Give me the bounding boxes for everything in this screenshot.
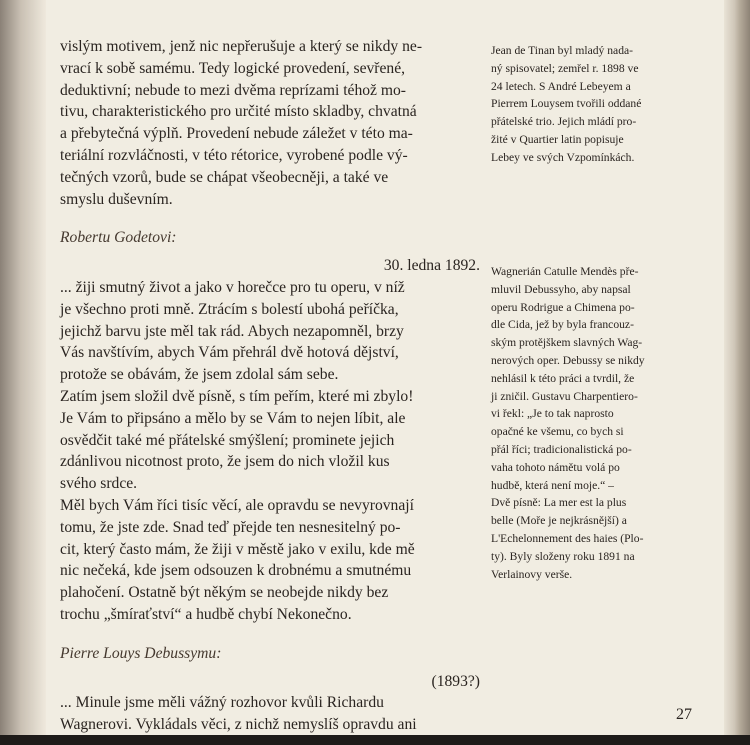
note-line: Lebey ve svých Vzpomínkách. <box>491 150 635 164</box>
note-line: belle (Moře je nejkrásnější) a <box>491 514 627 528</box>
text-line: je všechno proti mně. Ztrácím s bolestí ubohá peříčka, <box>60 300 399 318</box>
bottom-shadow <box>0 735 750 745</box>
letter-heading: Robertu Godetovi: <box>60 229 177 247</box>
letter-date: (1893?) <box>431 672 480 690</box>
text-line: jejichž barvu jste měl tak rád. Abych nezapomněl, brzy <box>60 322 404 340</box>
page-edges <box>724 0 750 745</box>
text-line: cit, který často mám, že žiji v městě jako v exilu, kde mě <box>60 540 415 558</box>
text-line: vrací k sobě samému. Tedy logické provedení, sevřené, <box>60 59 406 77</box>
text-line: Vás navštívím, abych Vám přehrál dvě hotová dějství, <box>60 344 399 362</box>
text-line: Zatím jsem složil dvě písně, s tím peřím, které mi zbylo! <box>60 387 414 405</box>
text-line: Wagnerovi. Vykládals věci, z nichž nemyslíš opravdu ani <box>60 716 417 734</box>
text-line: teriální rozvláčnosti, v této rétorice, vyrobené podle vý- <box>60 146 408 164</box>
text-line: ... Minule jsme měli vážný rozhovor kvůli Richardu <box>60 694 384 712</box>
note-line: přál říci; tradicionalistická po- <box>491 442 632 456</box>
note-line: nerových oper. Debussy se nikdy <box>491 353 645 367</box>
note-line: ty). Byly složeny roku 1891 na <box>491 549 635 563</box>
side-note-mendes <box>491 263 697 583</box>
main-text-column <box>60 36 480 736</box>
note-line: Dvě písně: La mer est la plus <box>491 496 627 510</box>
note-line: Verlainovy verše. <box>491 567 573 581</box>
letter-body <box>60 277 480 626</box>
note-line: hudbě, která není moje.“ – <box>491 478 614 492</box>
text-line: Měl bych Vám říci tisíc věcí, ale opravdu se nevyrovnají <box>60 496 414 514</box>
note-line: Pierrem Louysem tvořili oddané <box>491 97 642 111</box>
letter-heading: Pierre Louys Debussymu: <box>60 644 222 662</box>
letter-date: 30. ledna 1892. <box>383 257 480 275</box>
note-line: ji zničil. Gustavu Charpentiero- <box>491 389 638 403</box>
note-line: mluvil Debussyho, aby napsal <box>491 282 631 296</box>
text-line: zdánlivou nicotnost proto, že jsem do nich vložil kus <box>60 453 390 471</box>
note-line: vi řekl: „Je to tak naprosto <box>491 407 614 421</box>
text-line: nic nečeká, kde jsem odsouzen k drobnému a smutnému <box>60 562 412 580</box>
side-note-tinan <box>491 42 697 167</box>
note-line: L'Echelonnement des haies (Plo- <box>491 531 644 545</box>
note-line: Jean de Tinan byl mladý nada- <box>491 44 634 57</box>
note-line: ný spisovatel; zemřel r. 1898 ve <box>491 61 639 75</box>
text-line: ... žiji smutný život a jako v horečce pro tu operu, v níž <box>60 278 405 296</box>
text-line: trochu „šmíraťství“ a hudbě chybí Nekonečno. <box>60 605 352 623</box>
text-line: tivu, charakteristického pro určité místo skladby, chvatná <box>60 103 417 121</box>
note-line: přátelské trio. Jejich mládí pro- <box>491 115 637 129</box>
text-line: tomu, že jste zde. Snad teď přejde ten nesnesitelný po- <box>60 518 401 536</box>
page-number: 27 <box>676 706 692 723</box>
text-line: vislým motivem, jenž nic nepřerušuje a který se nikdy ne- <box>60 38 423 55</box>
note-line: 24 letech. S André Lebeyem a <box>491 79 631 93</box>
text-line: tečných vzorů, bude se chápat všeobecněji, a také ve <box>60 168 389 186</box>
text-line: smyslu duševním. <box>60 190 173 208</box>
note-line: dle Cida, jež by byla francouz- <box>491 318 634 332</box>
note-line: opačné ke všemu, co bych si <box>491 425 624 439</box>
letter-body <box>60 692 480 736</box>
text-line: protože se obávám, že jsem zdolal sám sebe. <box>60 366 339 384</box>
note-line: operu Rodrigue a Chimena po- <box>491 300 635 314</box>
text-line: osvědčit také mé přátelské smýšlení; prominete jejich <box>60 431 395 449</box>
note-line: Wagnerián Catulle Mendès pře- <box>491 265 639 278</box>
text-line: svého srdce. <box>60 475 138 493</box>
note-line: ským protějškem slavných Wag- <box>491 336 643 350</box>
text-line: plahočení. Ostatně být někým se neobejde nikdy bez <box>60 584 389 602</box>
note-line: nehlásil k této práci a tvrdil, že <box>491 371 635 385</box>
text-line: Je Vám to připsáno a mělo by se Vám to nejen líbit, ale <box>60 409 406 427</box>
opening-paragraph <box>60 36 480 210</box>
note-line: žité v Quartier latin popisuje <box>491 132 624 146</box>
text-line: deduktivní; nebude to mezi dvěma reprízami téhož mo- <box>60 81 406 99</box>
text-line: a přebytečná výplň. Provedení nebude záležet v této ma- <box>60 125 413 143</box>
book-gutter <box>0 0 46 745</box>
note-line: vaha tohoto námětu volá po <box>491 460 620 474</box>
